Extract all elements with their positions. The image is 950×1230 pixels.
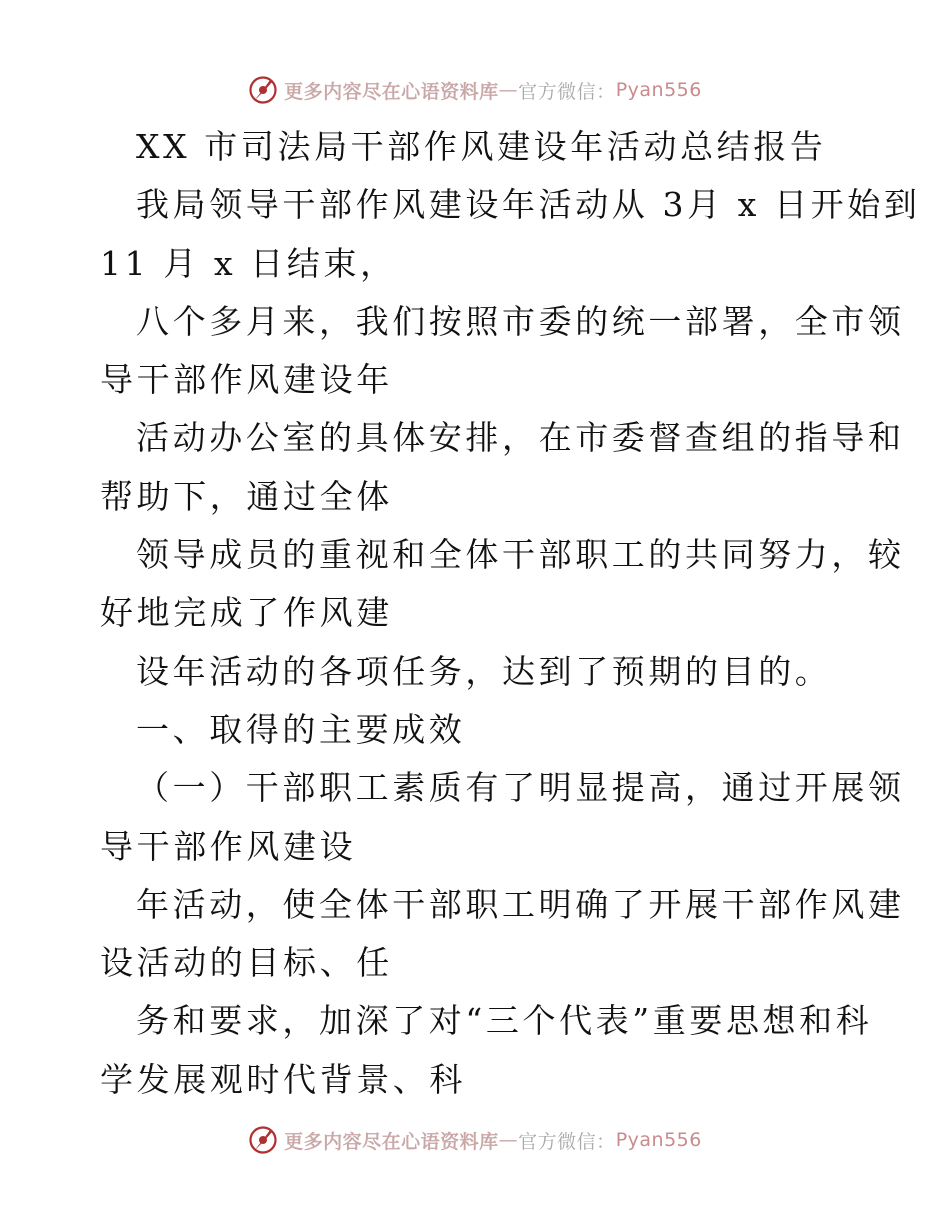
watermark-label: 官方微信： <box>518 1130 616 1153</box>
body-text-line: 活动办公室的具体安排，在市委督查组的指导和 <box>136 418 905 458</box>
body-text-line: 导干部作风建设 <box>100 826 357 866</box>
document-title: XX 市司法局干部作风建设年活动总结报告 <box>136 127 827 166</box>
quill-logo-icon <box>248 1125 278 1155</box>
quill-logo-icon <box>248 75 278 105</box>
body-text-line: 八个多月来，我们按照市委的统一部署，全市领 <box>136 301 905 341</box>
body-text-line: 导干部作风建设年 <box>100 360 393 400</box>
header-watermark <box>0 70 950 110</box>
body-text-line: 一、取得的主要成效 <box>136 709 466 749</box>
body-text-line: 帮助下，通过全体 <box>100 476 393 516</box>
body-text-line: 务和要求，加深了对“三个代表”重要思想和科 <box>136 1001 873 1041</box>
body-text-line: 年活动，使全体干部职工明确了开展干部作风建 <box>136 884 905 924</box>
watermark-main-text: 更多内容尽在心语资料库 <box>284 1130 499 1153</box>
body-text-line: 好地完成了作风建 <box>100 593 393 633</box>
body-text-line: 领导成员的重视和全体干部职工的共同努力，较 <box>136 535 905 575</box>
watermark-label: 官方微信： <box>518 80 616 103</box>
body-text-line: 设活动的目标、任 <box>100 943 393 983</box>
body-text-line: 学发展观时代背景、科 <box>100 1059 466 1099</box>
watermark-id: Pyan556 <box>615 79 702 101</box>
watermark-main-text: 更多内容尽在心语资料库 <box>284 80 499 103</box>
body-text-line: 设年活动的各项任务，达到了预期的目的。 <box>136 651 832 691</box>
document-body <box>0 118 950 1109</box>
watermark-separator: — <box>498 79 519 101</box>
body-text-line: （一）干部职工素质有了明显提高，通过开展领 <box>136 768 905 808</box>
watermark-separator: — <box>498 1129 519 1151</box>
watermark-id: Pyan556 <box>615 1129 702 1151</box>
body-text-line: 11 月 x 日结束， <box>100 243 397 283</box>
body-text-line: 我局领导干部作风建设年活动从 3月 x 日开始到 <box>136 185 921 225</box>
footer-watermark <box>0 1120 950 1160</box>
